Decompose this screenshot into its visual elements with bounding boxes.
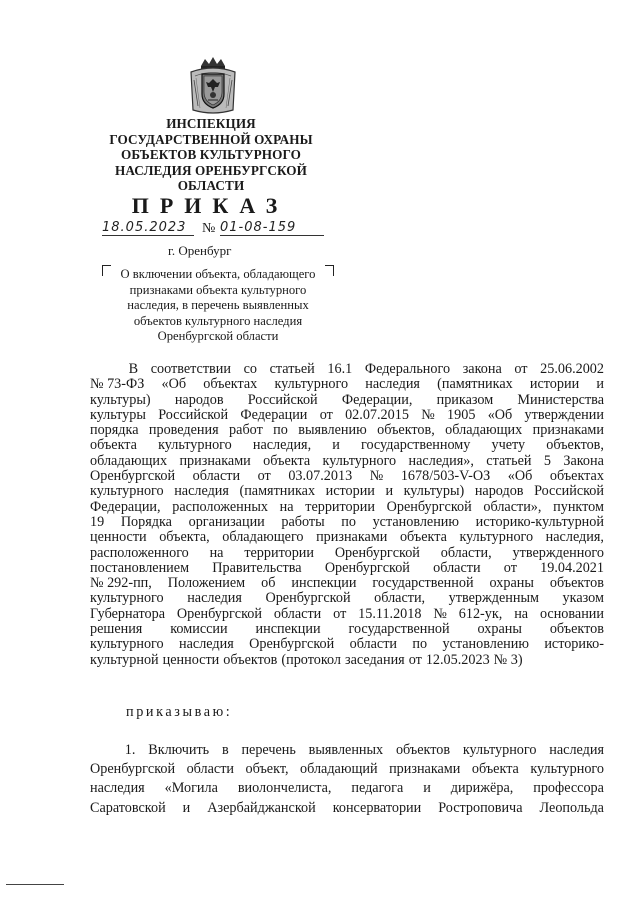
word: области xyxy=(192,468,241,485)
word: объекта xyxy=(399,529,447,546)
word: истории xyxy=(529,376,580,393)
word: Оренбургской xyxy=(324,559,410,576)
word: наследия, xyxy=(252,437,312,454)
word: государственному xyxy=(361,437,471,454)
word: выявлению xyxy=(298,422,367,439)
word: утверждении xyxy=(524,406,604,423)
word: Положением xyxy=(167,575,246,592)
word: охраны xyxy=(477,621,522,638)
word: «Об xyxy=(487,406,513,423)
word: Федерации, xyxy=(341,391,413,408)
header-line: НАСЛЕДИЯ ОРЕНБУРГСКОЙ xyxy=(114,162,308,178)
word: утвержденного xyxy=(512,544,604,561)
word: статьей xyxy=(486,452,532,469)
word: культурного xyxy=(90,590,164,607)
word: области», xyxy=(483,498,542,515)
word: объекта, xyxy=(159,529,210,546)
word: объектов, xyxy=(546,437,604,454)
word: по xyxy=(273,422,288,439)
word: культуры) xyxy=(403,483,465,500)
word: наследия xyxy=(174,483,229,500)
body-line xyxy=(90,546,604,561)
word: территории xyxy=(244,544,314,561)
item1-line xyxy=(90,779,604,798)
body-line xyxy=(90,423,604,438)
body-line xyxy=(90,438,604,453)
word: «Об xyxy=(161,376,187,393)
word: народов xyxy=(174,391,224,408)
word: расположенных xyxy=(172,498,268,515)
word: охраны xyxy=(489,575,534,592)
word: по xyxy=(341,513,356,530)
word: объекта xyxy=(90,437,137,454)
order-date-number-row xyxy=(96,220,336,242)
word: 12.05.2023 xyxy=(425,651,490,668)
word: наследия xyxy=(549,742,604,758)
word: утвержденным xyxy=(448,590,539,607)
body-line xyxy=(90,530,604,545)
body-line xyxy=(90,515,604,530)
word: от xyxy=(408,651,422,668)
word: 02.07.2015 xyxy=(345,406,409,423)
word: ценности xyxy=(90,529,147,546)
word: Оренбургской xyxy=(265,590,351,607)
word: государственной xyxy=(348,621,450,638)
body-line xyxy=(90,500,604,515)
word: обладающего xyxy=(222,529,304,546)
word: № 3) xyxy=(493,651,523,668)
word: от xyxy=(319,406,333,423)
body-line xyxy=(90,377,604,392)
word: организации xyxy=(188,513,265,530)
word: 1678/503-V-ОЗ xyxy=(400,468,491,485)
body-line xyxy=(90,469,604,484)
body-line xyxy=(90,454,604,469)
item-1-paragraph xyxy=(90,741,604,818)
word: культурного xyxy=(274,376,349,393)
word: Леопольда xyxy=(539,799,604,816)
word: со xyxy=(243,361,257,377)
word: наследия xyxy=(187,590,242,607)
word: объекта xyxy=(263,452,311,469)
word: консерватории xyxy=(332,799,422,816)
word: объектов xyxy=(223,651,278,668)
word: приказом xyxy=(436,391,494,408)
word: объектов, xyxy=(377,422,435,439)
word: пунктом xyxy=(553,498,604,515)
word: от xyxy=(333,605,347,622)
number-sign: № xyxy=(202,221,216,236)
word: области xyxy=(186,761,235,778)
word: территории xyxy=(305,498,375,515)
subject-line: Оренбургской области xyxy=(157,329,279,343)
word: инспекции xyxy=(255,621,321,638)
indent xyxy=(90,362,116,377)
word: ценности xyxy=(162,651,220,668)
word: и xyxy=(385,483,394,500)
header-line: ИНСПЕКЦИЯ xyxy=(166,116,256,131)
word: 15.11.2018 xyxy=(358,605,422,622)
word: по xyxy=(412,636,428,653)
word: 1. xyxy=(124,742,136,758)
word: Порядка xyxy=(120,513,172,530)
word: признаками xyxy=(389,761,461,778)
body-line xyxy=(90,561,604,576)
word: порядка xyxy=(90,422,139,439)
word: объектов xyxy=(549,575,604,592)
word: объектов xyxy=(395,742,451,758)
body-line xyxy=(90,622,604,637)
word: на xyxy=(209,544,224,561)
word: от xyxy=(503,559,517,576)
word: Саратовской xyxy=(90,799,166,816)
word: основании xyxy=(539,605,604,622)
body-line xyxy=(90,591,604,606)
word: Оренбургской xyxy=(90,468,176,485)
word: инспекции xyxy=(291,575,357,592)
word: комиссии xyxy=(170,621,228,638)
word: Оренбургской xyxy=(386,498,472,515)
word: признаками xyxy=(316,529,388,546)
word: Федерального xyxy=(364,361,451,377)
footnote-separator xyxy=(6,884,64,885)
word: области xyxy=(349,636,398,653)
word: области xyxy=(273,605,322,622)
word: учету xyxy=(491,437,526,454)
word: Российской xyxy=(247,391,318,408)
word: Российской xyxy=(534,483,604,500)
word: государственной xyxy=(372,575,474,592)
body-line xyxy=(90,607,604,622)
word: статьей xyxy=(269,361,315,377)
word: Министерства xyxy=(517,391,604,408)
word: наследия», xyxy=(408,452,474,469)
word: Ростроповича xyxy=(438,799,523,816)
word: расположенного xyxy=(90,544,189,561)
word: 19 xyxy=(90,513,105,530)
word: культуры xyxy=(90,406,146,423)
word: объекта xyxy=(471,761,519,778)
word: указом xyxy=(562,590,604,607)
word: культурной xyxy=(90,651,159,668)
word: работы xyxy=(281,513,325,530)
word: культурного xyxy=(158,437,232,454)
header-line: ОБЛАСТИ xyxy=(177,178,245,193)
body-line xyxy=(90,576,604,591)
word: признаками xyxy=(179,452,251,469)
organization-header xyxy=(96,116,326,194)
directive-word: приказываю: xyxy=(126,704,233,720)
word: установлению xyxy=(442,636,529,653)
word: объектов xyxy=(549,621,604,638)
word: дирижёра, xyxy=(450,780,514,797)
city-name: г. Оренбург xyxy=(168,243,232,258)
word: области, xyxy=(440,544,492,561)
word: № xyxy=(433,605,447,622)
word: соответствии xyxy=(150,361,231,377)
word: работ xyxy=(229,422,263,439)
word: Оренбургской xyxy=(90,761,176,778)
word: 25.06.2002 xyxy=(540,361,604,377)
word: в xyxy=(221,742,229,758)
word: профессора xyxy=(533,780,604,797)
word: 03.07.2013 xyxy=(288,468,353,485)
word: обладающих xyxy=(445,422,523,439)
word: 612-ук, xyxy=(458,605,503,622)
word: истории xyxy=(325,483,375,500)
word: области, xyxy=(374,590,426,607)
coat-of-arms-icon xyxy=(186,56,240,116)
word: Азербайджанской xyxy=(207,799,316,816)
word: Оренбургской xyxy=(176,605,262,622)
item1-line xyxy=(90,741,604,760)
item1-line xyxy=(90,799,604,818)
order-number: 01-08-159 xyxy=(220,220,324,236)
word: № xyxy=(421,406,435,423)
word: (памятниках xyxy=(239,483,316,500)
word: культурного xyxy=(530,761,604,778)
body-line xyxy=(90,484,604,499)
subject-line: наследия, в перечень выявленных xyxy=(127,298,309,312)
word: культурного xyxy=(90,483,164,500)
word: историко- xyxy=(544,636,604,653)
word: Правительства xyxy=(212,559,302,576)
word: Включить xyxy=(148,742,210,758)
body-line xyxy=(90,653,604,668)
word: и xyxy=(182,799,191,816)
preamble-paragraph xyxy=(90,362,604,668)
word: (протокол xyxy=(281,651,341,668)
word: наследия, xyxy=(545,529,604,546)
word: народов xyxy=(474,483,524,500)
word: № 73-ФЗ xyxy=(90,376,145,393)
word: 16.1 xyxy=(327,361,353,377)
word: культурного xyxy=(322,452,397,469)
word: виолончелиста, xyxy=(237,780,332,797)
word: перечень xyxy=(241,742,296,758)
word: на xyxy=(279,498,294,515)
word: и xyxy=(332,437,340,454)
word: от xyxy=(514,361,528,377)
word: заседания xyxy=(344,651,405,668)
word: обладающих xyxy=(90,452,168,469)
word: установлению xyxy=(372,513,459,530)
word: 19.04.2021 xyxy=(540,559,604,576)
body-line xyxy=(90,637,604,652)
word: 1905 xyxy=(447,406,476,423)
word: постановлением xyxy=(90,559,190,576)
word: признаками xyxy=(532,422,604,439)
word: «Об xyxy=(507,468,533,485)
word: историко-культурной xyxy=(475,513,604,530)
word: культурного xyxy=(459,529,534,546)
word: (памятниках xyxy=(437,376,513,393)
word: наследия xyxy=(365,376,420,393)
word: наследия xyxy=(90,780,145,797)
subject-line: объектов культурного наследия xyxy=(133,313,303,328)
subject-line: признаками объекта культурного xyxy=(129,282,307,297)
word: от xyxy=(257,468,271,485)
word: объект, xyxy=(245,761,289,778)
order-title: ПРИКАЗ xyxy=(131,193,289,218)
word: обладающий xyxy=(300,761,378,778)
order-date: 18.05.2023 xyxy=(102,220,194,236)
word: культурного xyxy=(462,742,537,758)
subject-text xyxy=(102,267,334,345)
body-line xyxy=(90,408,604,423)
word: № 292-пп, xyxy=(90,575,152,592)
word: и xyxy=(596,376,604,393)
word: № xyxy=(369,468,384,485)
word: культуры) xyxy=(90,391,151,408)
word: Губернатора xyxy=(90,605,166,622)
word: Оренбургской xyxy=(249,636,335,653)
word: наследия xyxy=(179,636,234,653)
word: 5 xyxy=(543,452,551,469)
word: области xyxy=(433,559,481,576)
word: «Могила xyxy=(164,780,218,797)
word: педагога xyxy=(351,780,404,797)
word: на xyxy=(514,605,529,622)
body-line xyxy=(90,362,604,377)
body-line xyxy=(90,393,604,408)
header-line: ОБЪЕКТОВ КУЛЬТУРНОГО xyxy=(120,147,302,162)
word: Оренбургской xyxy=(334,544,420,561)
word: решения xyxy=(90,621,143,638)
item1-line xyxy=(90,760,604,779)
word: объектах xyxy=(549,468,604,485)
word: Российской xyxy=(158,406,229,423)
word: Федерации xyxy=(240,406,308,423)
word: и xyxy=(423,780,431,797)
word: проведения xyxy=(148,422,219,439)
word: об xyxy=(261,575,276,592)
indent xyxy=(90,741,112,760)
header-line: ГОСУДАРСТВЕННОЙ ОХРАНЫ xyxy=(109,131,313,147)
word: выявленных xyxy=(308,742,384,758)
word: В xyxy=(128,361,139,377)
word: Закона xyxy=(563,452,604,469)
order-subject xyxy=(102,262,334,342)
word: закона xyxy=(462,361,502,377)
word: объектах xyxy=(203,376,258,393)
word: культурного xyxy=(90,636,164,653)
word: Федерации, xyxy=(90,498,161,515)
subject-line: О включении объекта, обладающего xyxy=(120,267,316,281)
